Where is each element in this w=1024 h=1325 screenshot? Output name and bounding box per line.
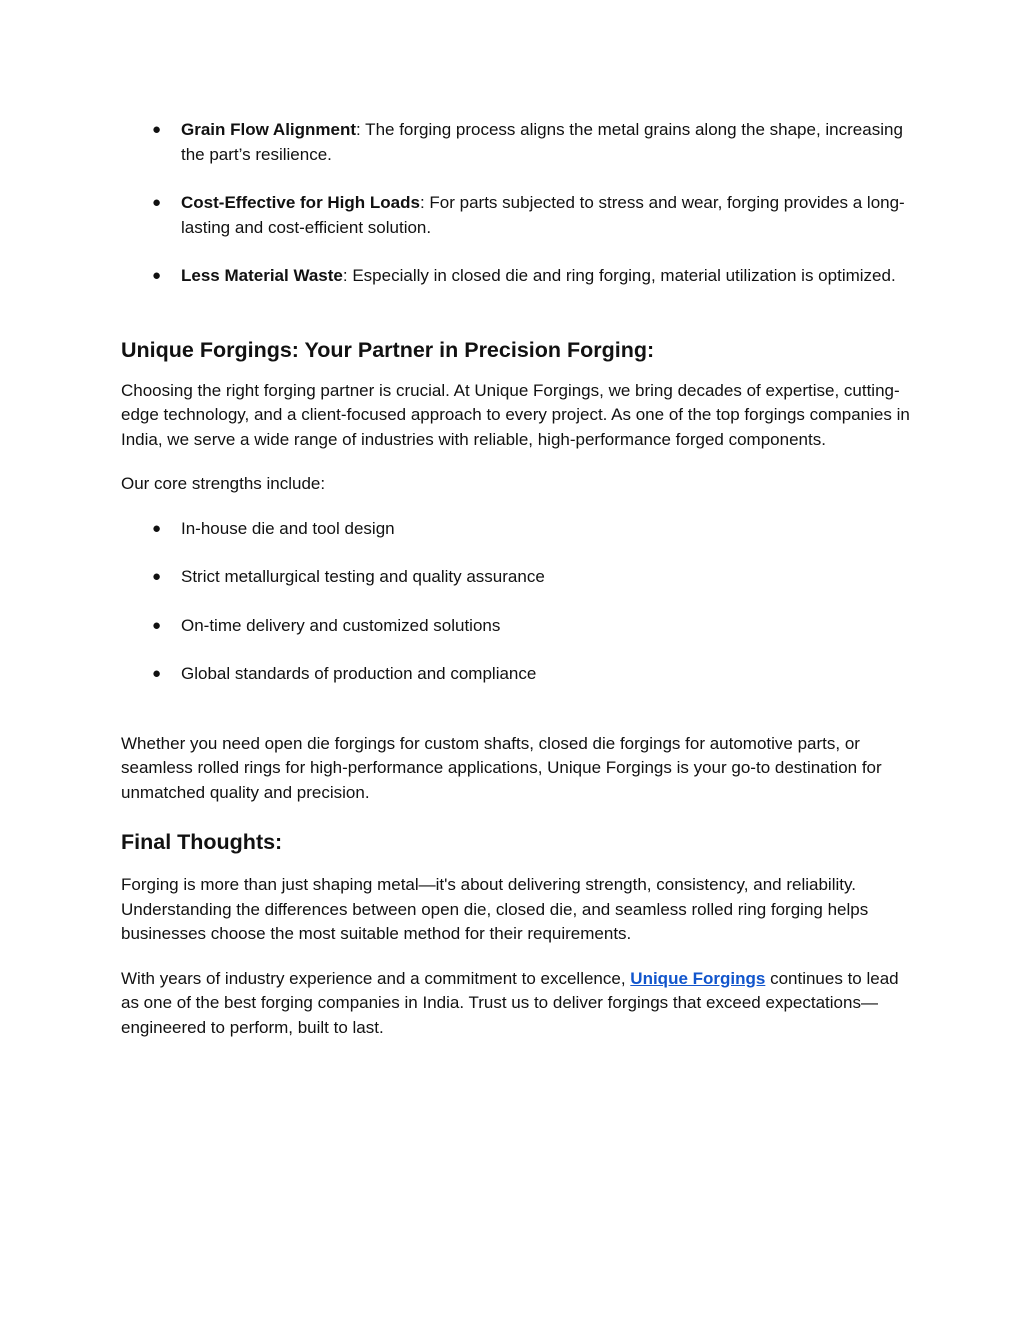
closing-text-after: continues to lead as one of the best forging companies in India. Trust us to deliver forgings that exceed expectations—engineered to perform, built to last. bbox=[121, 968, 899, 1037]
strength-text: Strict metallurgical testing and quality assurance bbox=[181, 567, 545, 586]
partner-closing-paragraph: Whether you need open die forgings for custom shafts, closed die forgings for automotive parts, or seamless rolled rings for high-performance applications, Unique Forgings is your go-to destination for unmatched quality and precision. bbox=[121, 733, 882, 802]
bullet-icon: ● bbox=[152, 121, 162, 138]
strength-text: In-house die and tool design bbox=[181, 518, 395, 538]
list-item bbox=[121, 662, 911, 687]
bullet-icon: ● bbox=[152, 267, 162, 284]
benefit-term: Cost-Effective for High Loads bbox=[181, 193, 420, 212]
bullet-icon: ● bbox=[152, 194, 162, 211]
bullet-icon: ● bbox=[152, 519, 162, 537]
benefits-list bbox=[121, 118, 911, 289]
list-item bbox=[121, 118, 911, 167]
unique-forgings-link[interactable]: Unique Forgings bbox=[630, 968, 766, 988]
list-item bbox=[121, 565, 911, 590]
final-thoughts-paragraph: Forging is more than just shaping metal—it's about delivering strength, consistency, and reliability. Understanding the differences between open die, closed die, and seamless rolled ring forging helps businesses choose the most suitable method for their requirements. bbox=[121, 875, 869, 943]
partner-intro-paragraph: Choosing the right forging partner is crucial. At Unique Forgings, we bring decades of expertise, cutting-edge technology, and a client-focused approach to every project. As one of the top forgings companies in India, we serve a wide range of industries with reliable, high-performance forged components. bbox=[121, 380, 910, 449]
document-page bbox=[121, 118, 911, 1040]
strength-text: On-time delivery and customized solutions bbox=[181, 615, 501, 635]
strengths-list bbox=[121, 517, 911, 687]
list-item bbox=[121, 517, 911, 542]
section-heading-partner: Unique Forgings: Your Partner in Precision Forging: bbox=[121, 337, 655, 362]
bullet-icon: ● bbox=[152, 665, 162, 682]
benefit-desc: : Especially in closed die and ring forging, material utilization is optimized. bbox=[342, 266, 896, 285]
list-item bbox=[121, 191, 911, 240]
benefit-term: Grain Flow Alignment bbox=[181, 120, 357, 139]
benefit-desc: : For parts subjected to stress and wear, forging provides a long-lasting and cost-efficient solution. bbox=[181, 193, 905, 237]
bullet-icon: ● bbox=[152, 616, 162, 634]
bullet-icon: ● bbox=[152, 568, 162, 585]
section-heading-final-thoughts: Final Thoughts: bbox=[121, 830, 283, 854]
strengths-lead-paragraph: Our core strengths include: bbox=[121, 474, 326, 493]
list-item bbox=[121, 614, 911, 639]
benefit-desc: : The forging process aligns the metal grains along the shape, increasing the part’s resilience. bbox=[181, 120, 903, 164]
strength-text: Global standards of production and compliance bbox=[181, 664, 537, 683]
list-item bbox=[121, 264, 911, 289]
benefit-term: Less Material Waste bbox=[181, 266, 343, 285]
final-closing-paragraph bbox=[121, 967, 911, 1041]
closing-text-before: With years of industry experience and a commitment to excellence, bbox=[121, 968, 631, 988]
